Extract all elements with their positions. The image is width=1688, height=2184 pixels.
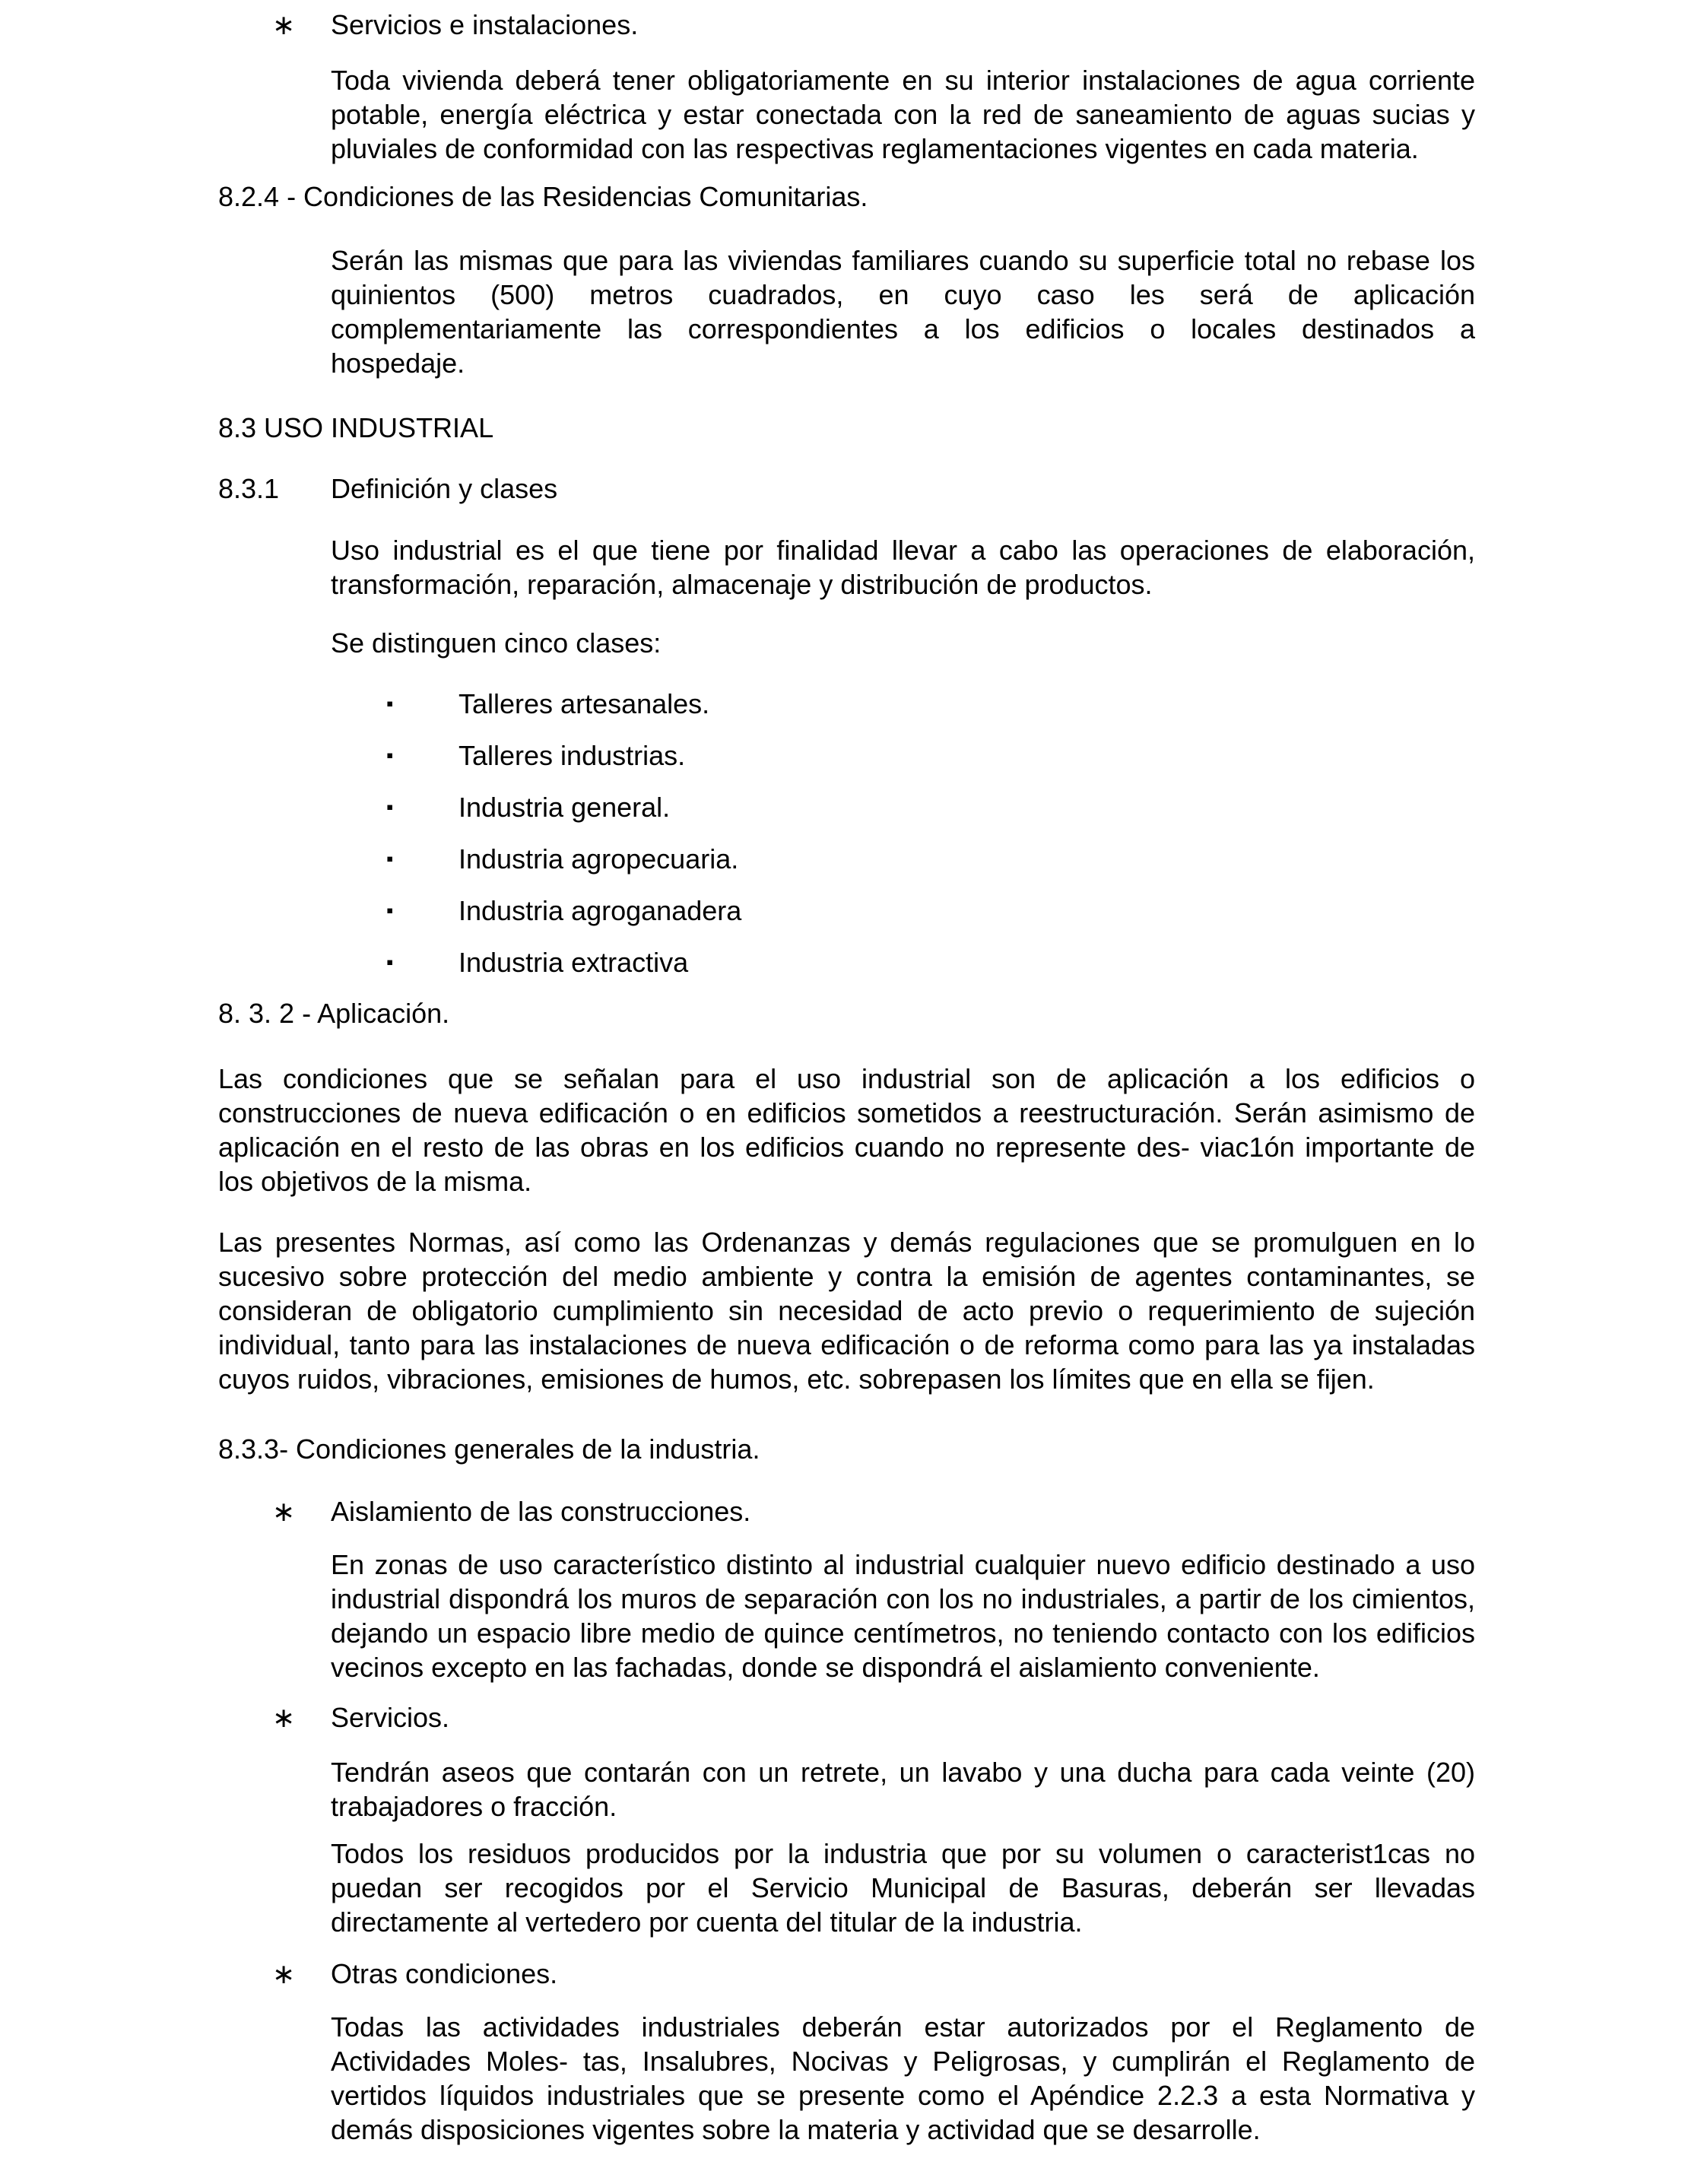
text-line: aplicación en el resto de las obras en los edificios cuando no represente des- viac1ón importante de (218, 1132, 1475, 1163)
square-bullet-icon: ▪ (386, 899, 394, 922)
bullet-item-servicios (272, 1700, 1475, 1735)
paragraph-todas-las-actividades (331, 2010, 1475, 2147)
asterisk-bullet-icon: ∗ (272, 1958, 296, 1989)
section-heading-8-3-1 (218, 471, 1475, 506)
bullet-title: Servicios e instalaciones. (331, 9, 639, 40)
text-line: puedan ser recogidos por el Servicio Municipal de Basuras, deberán ser llevadas (331, 1872, 1475, 1903)
section-heading-8-3-3: 8.3.3- Condiciones generales de la industria. (218, 1433, 760, 1465)
text-line: industrial dispondrá los muros de separación con los no industriales, a partir de los cimientos, (331, 1583, 1475, 1614)
list-item-label: Industria general. (458, 792, 671, 823)
square-bullet-icon: ▪ (386, 692, 394, 715)
square-bullet-icon: ▪ (386, 795, 394, 818)
industry-classes-list (386, 687, 1475, 979)
document-page (218, 8, 1475, 2147)
list-item-label: Industria extractiva (458, 947, 689, 978)
text-line: los objetivos de la misma. (218, 1166, 532, 1197)
list-item (386, 790, 1475, 824)
text-line: individual, tanto para las instalaciones de nueva edificación o de reforma como para las ya instaladas (218, 1329, 1475, 1360)
text-line: complementariamente las correspondientes a los edificios o locales destinados a (331, 313, 1475, 344)
bullet-title: Servicios. (331, 1702, 450, 1733)
text-line: En zonas de uso característico distinto al industrial cualquier nuevo edificio destinado a uso (331, 1549, 1475, 1580)
list-item (386, 687, 1475, 721)
text-line: construcciones de nueva edificación o en edificios sometidos a reestructuración. Serán asimismo de (218, 1097, 1475, 1129)
section-heading-8-3-2: 8. 3. 2 - Aplicación. (218, 998, 450, 1029)
paragraph-todos-los-residuos (331, 1836, 1475, 1939)
section-heading-8-2-4: 8.2.4 - Condiciones de las Residencias Comunitarias. (218, 181, 868, 212)
bullet-title: Otras condiciones. (331, 1958, 558, 1989)
text-line: Las presentes Normas, así como las Ordenanzas y demás regulaciones que se promulguen en lo (218, 1227, 1475, 1258)
text-line: demás disposiciones vigentes sobre la materia y actividad que se desarrolle. (331, 2114, 1261, 2145)
list-item (386, 894, 1475, 928)
bullet-item-otras-condiciones (272, 1957, 1475, 1991)
text-line: trabajadores o fracción. (331, 1791, 617, 1822)
text-line: Serán las mismas que para las viviendas familiares cuando su superficie total no rebase los (331, 245, 1475, 276)
list-item (386, 945, 1475, 979)
square-bullet-icon: ▪ (386, 847, 394, 870)
bullet-item-servicios-instalaciones (272, 8, 1475, 42)
text-line: dejando un espacio libre medio de quince centímetros, no teniendo contacto con los edificios (331, 1617, 1475, 1649)
list-item (386, 842, 1475, 876)
text-line: cuyos ruidos, vibraciones, emisiones de humos, etc. sobrepasen los límites que en ella se fijen. (218, 1363, 1375, 1395)
section-heading-8-3: 8.3 USO INDUSTRIAL (218, 412, 494, 443)
section-title: Definición y clases (331, 473, 558, 504)
list-item-label: Industria agropecuaria. (458, 843, 739, 875)
paragraph-seran-las-mismas (331, 243, 1475, 380)
list-item-label: Industria agroganadera (458, 895, 742, 926)
paragraph-toda-vivienda (331, 63, 1475, 166)
asterisk-bullet-icon: ∗ (272, 1702, 296, 1733)
list-item (386, 738, 1475, 773)
list-item-label: Talleres artesanales. (458, 688, 710, 719)
text-line: Todos los residuos producidos por la industria que por su volumen o caracterist1cas no (331, 1838, 1475, 1869)
text-line: Uso industrial es el que tiene por finalidad llevar a cabo las operaciones de elaboración, (331, 535, 1475, 566)
text-line: consideran de obligatorio cumplimiento sin necesidad de acto previo o requerimiento de sujeción (218, 1295, 1475, 1326)
paragraph-tendran-aseos (331, 1755, 1475, 1824)
text-line: potable, energía eléctrica y estar conectada con la red de saneamiento de aguas sucias y (331, 99, 1475, 130)
square-bullet-icon: ▪ (386, 744, 394, 767)
paragraph-uso-industrial (331, 533, 1475, 602)
bullet-item-aislamiento (272, 1494, 1475, 1528)
square-bullet-icon: ▪ (386, 951, 394, 973)
text-line: directamente al vertedero por cuenta del titular de la industria. (331, 1906, 1083, 1938)
line-se-distinguen: Se distinguen cinco clases: (331, 627, 662, 659)
text-line: Las condiciones que se señalan para el uso industrial son de aplicación a los edificios o (218, 1063, 1475, 1094)
asterisk-bullet-icon: ∗ (272, 9, 296, 40)
text-line: pluviales de conformidad con las respectivas reglamentaciones vigentes en cada materia. (331, 133, 1419, 164)
text-line: quinientos (500) metros cuadrados, en cuyo caso les será de aplicación (331, 279, 1475, 310)
text-line: sucesivo sobre protección del medio ambiente y contra la emisión de agentes contaminantes, se (218, 1261, 1475, 1292)
text-line: vertidos líquidos industriales que se presente como el Apéndice 2.2.3 a esta Normativa y (331, 2080, 1475, 2111)
bullet-title: Aislamiento de las construcciones. (331, 1496, 751, 1527)
text-line: Todas las actividades industriales deberán estar autorizados por el Reglamento de (331, 2011, 1475, 2043)
list-item-label: Talleres industrias. (458, 740, 686, 771)
text-line: Tendrán aseos que contarán con un retrete, un lavabo y una ducha para cada veinte (20) (331, 1757, 1475, 1788)
text-line: vecinos excepto en las fachadas, donde se dispondrá el aislamiento conveniente. (331, 1652, 1320, 1683)
paragraph-las-presentes-normas (218, 1225, 1475, 1396)
paragraph-en-zonas (331, 1548, 1475, 1684)
section-number: 8.3.1 (218, 473, 280, 504)
asterisk-bullet-icon: ∗ (272, 1496, 296, 1527)
text-line: Toda vivienda deberá tener obligatoriamente en su interior instalaciones de agua corriente (331, 65, 1475, 96)
paragraph-las-condiciones (218, 1062, 1475, 1198)
text-line: Actividades Moles- tas, Insalubres, Nocivas y Peligrosas, y cumplirán el Reglamento de (331, 2046, 1475, 2077)
text-line: transformación, reparación, almacenaje y distribución de productos. (331, 569, 1153, 600)
text-line: hospedaje. (331, 348, 465, 379)
